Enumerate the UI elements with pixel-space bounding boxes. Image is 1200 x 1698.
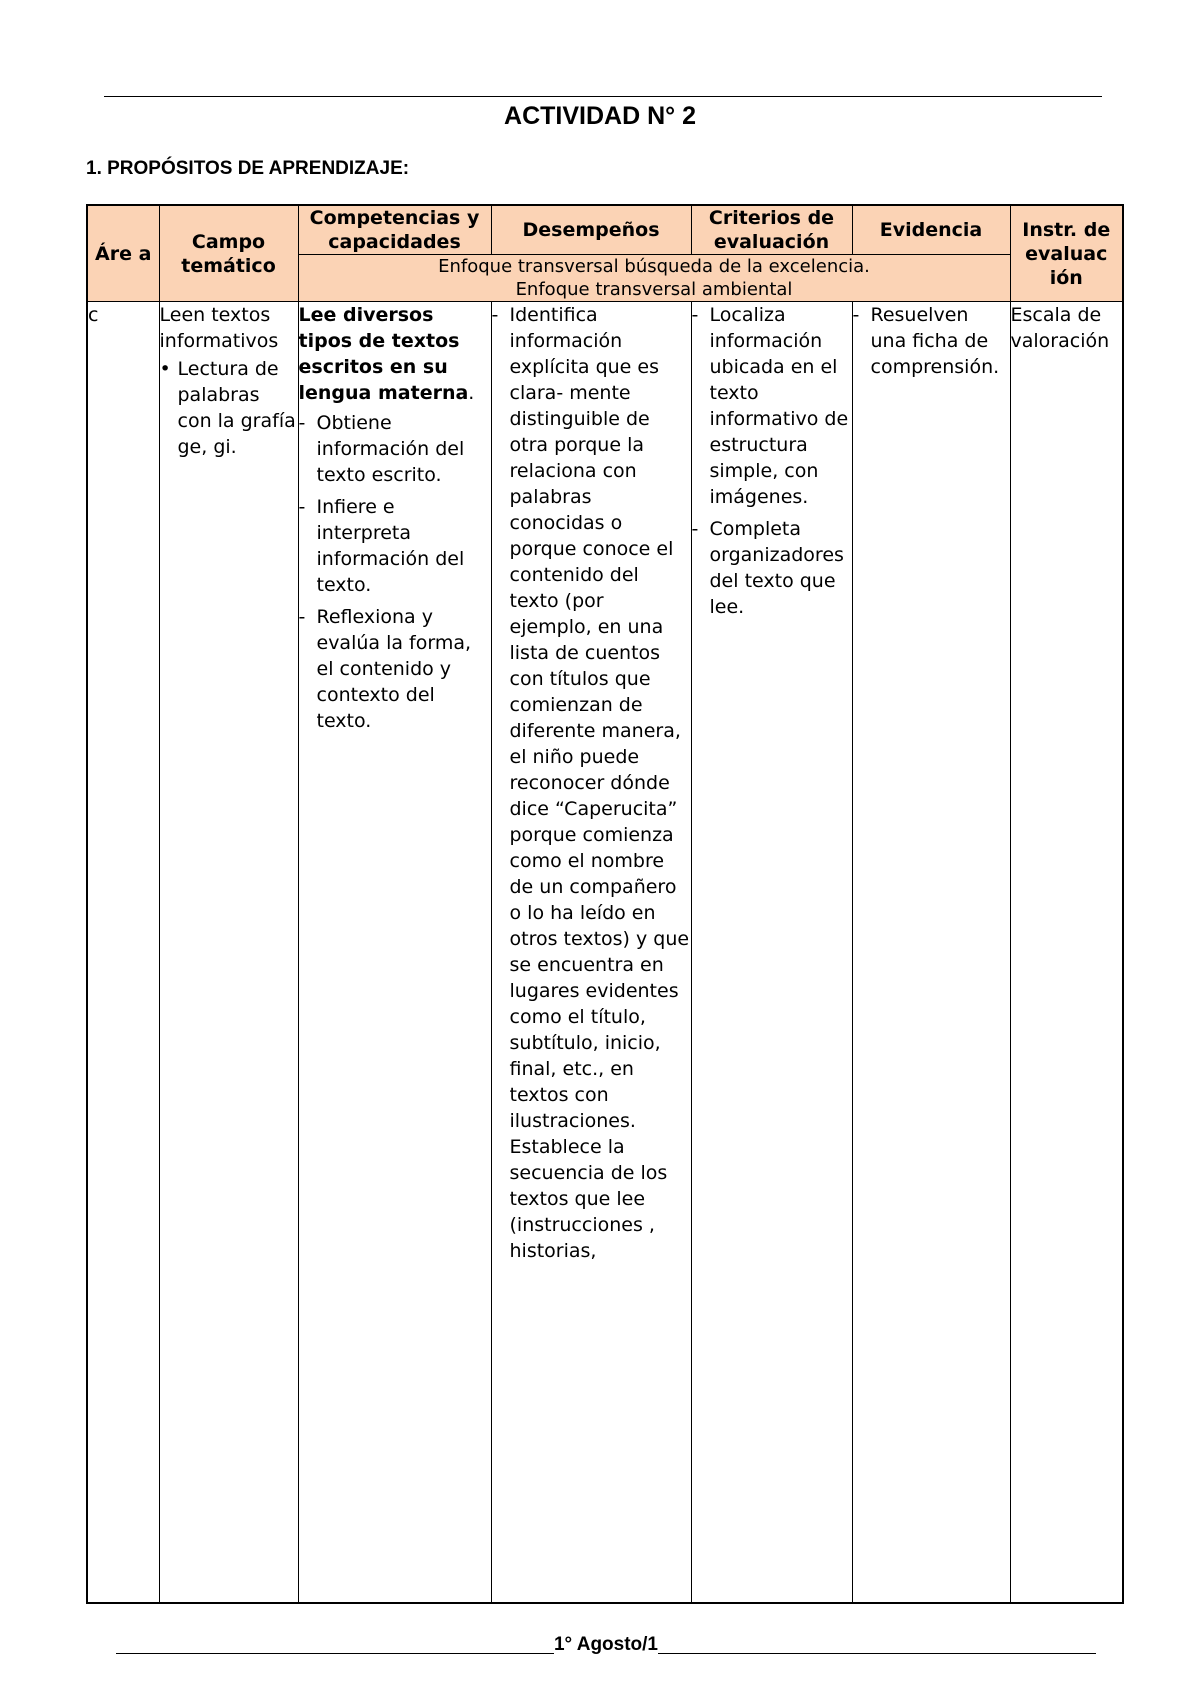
list-item: - Resuelven una ficha de comprensión. (853, 302, 1010, 380)
enfoques-cell (298, 255, 1010, 302)
footer (116, 1634, 1096, 1656)
list-item: - Obtiene información del texto escrito. (299, 410, 491, 488)
header-instrumento: Instr. de evaluac ión (1010, 205, 1123, 302)
list-item: - Infiere e interpreta información del texto. (299, 494, 491, 598)
cell-campo (159, 302, 298, 1604)
list-item: • Lectura de palabras con la grafía ge, gi. (160, 356, 298, 460)
enfoque-excelencia: Enfoque transversal búsqueda de la excelencia. (438, 256, 870, 277)
enfoque-ambiental: Enfoque transversal ambiental (515, 279, 793, 300)
section-heading: 1. PROPÓSITOS DE APRENDIZAJE: (86, 158, 410, 179)
cell-criterios (691, 302, 852, 1604)
competencia-title: Lee diversos tipos de textos escritos en su lengua materna (298, 304, 469, 404)
cell-desempenos (491, 302, 691, 1604)
criterios-list (692, 302, 852, 620)
cell-instrumento: Escala de valoración (1010, 302, 1123, 1604)
list-item: - Reflexiona y evalúa la forma, el contenido y contexto del texto. (299, 604, 491, 734)
cell-area: c (87, 302, 159, 1604)
competencia-title-end: . (468, 382, 475, 404)
footer-rule-right (658, 1652, 1096, 1654)
capacidades-list (299, 410, 491, 734)
learning-purposes-table (86, 204, 1124, 1604)
header-competencias: Competencias y capacidades (298, 205, 491, 255)
header-criterios: Criterios de evaluación (691, 205, 852, 255)
evidencia-list (853, 302, 1010, 380)
header-desempenos: Desempeños (491, 205, 691, 255)
header-area: Áre a (87, 205, 159, 302)
campo-intro: Leen textos informativos (159, 304, 279, 352)
desempenos-list (492, 302, 691, 1264)
list-item: - Identifica información explícita que es clara- mente distinguible de otra porque la relaciona con palabras conocidas o porque conoce el contenido del texto (por ejemplo, en una lista de cuentos con títulos que comienzan de diferente manera, el niño puede reconocer dónde dice “Caperucita” porque comienza como el nombre de un compañero o lo ha leído en otros textos) y que se encuentra en lugares evidentes como el título, subtítulo, inicio, final, etc., en textos con ilustraciones. Establece la secuencia de los textos que lee (instrucciones , historias, (492, 302, 691, 1264)
page-title: ACTIVIDAD N° 2 (504, 102, 696, 130)
footer-label: 1° Agosto/1 (553, 1634, 659, 1655)
footer-rule-left (116, 1652, 554, 1654)
top-rule (104, 96, 1102, 97)
cell-evidencia (852, 302, 1010, 1604)
list-item: - Localiza información ubicada en el texto informativo de estructura simple, con imágenes. (692, 302, 852, 510)
campo-list (160, 356, 298, 460)
header-evidencia: Evidencia (852, 205, 1010, 255)
list-item: - Completa organizadores del texto que lee. (692, 516, 852, 620)
header-campo: Campo temático (159, 205, 298, 302)
cell-competencias (298, 302, 491, 1604)
